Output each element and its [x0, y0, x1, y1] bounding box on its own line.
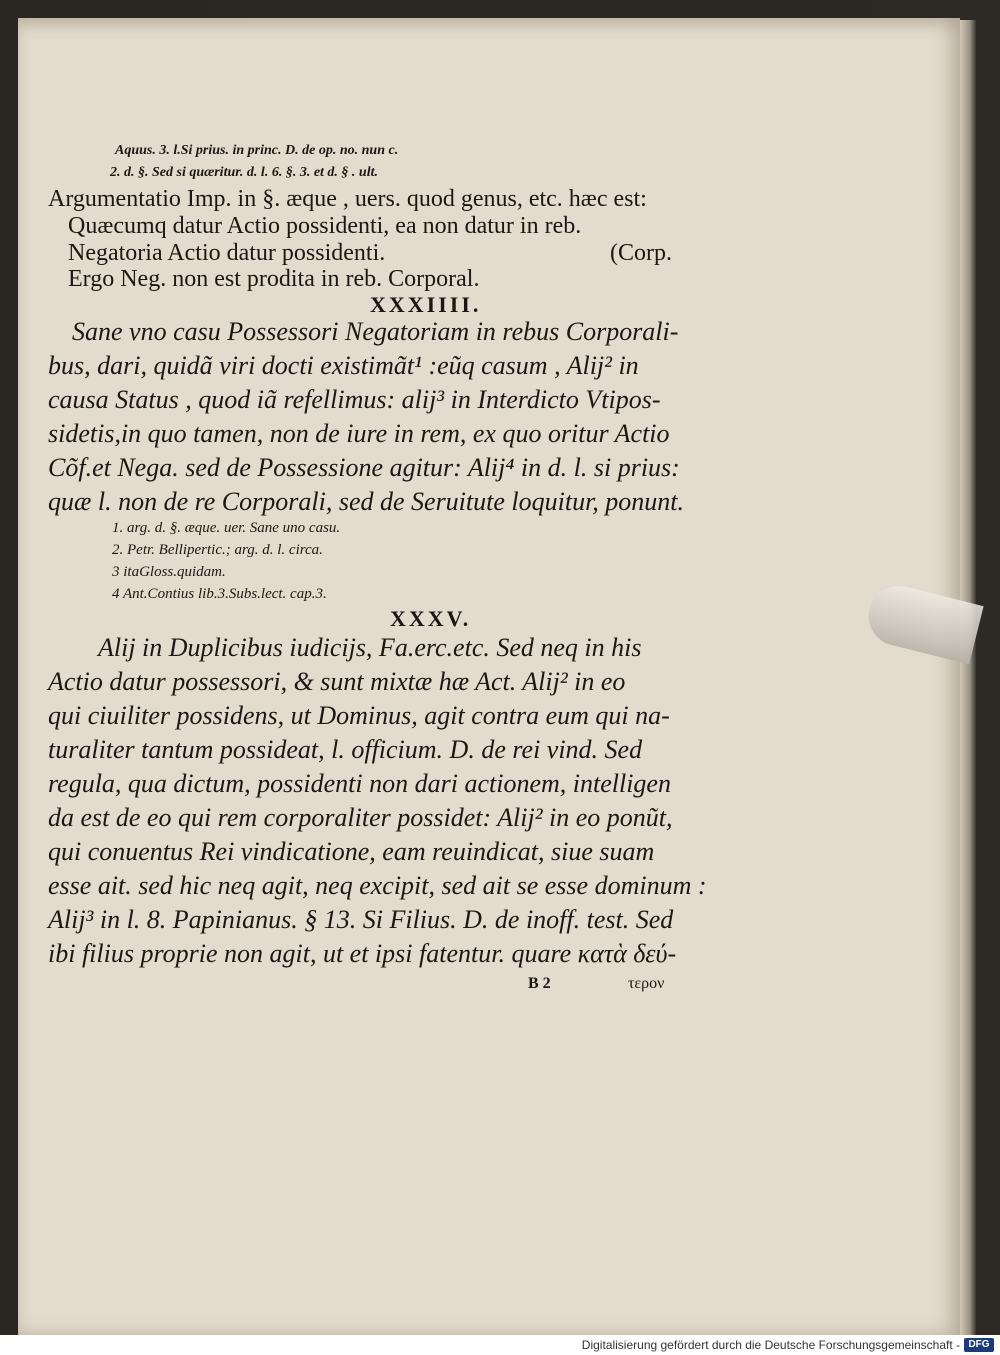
section-35-line-8: esse ait. sed hic neq agit, neq excipit, sed ait se esse dominum : — [48, 871, 707, 900]
top-footnote-2: 2. d. §. Sed si quæritur. d. l. 6. §. 3. et d. § . ult. — [110, 165, 378, 180]
section-34-footnote-4: 4 Ant.Contius lib.3.Subs.lect. cap.3. — [112, 586, 327, 602]
section-34-line-3: causa Status , quod iã refellimus: alij³ in Interdicto Vtipos- — [48, 385, 661, 414]
section-35-line-5: regula, qua dictum, possidenti non dari actionem, intelligen — [48, 769, 671, 798]
section-35-line-7: qui conuentus Rei vindicatione, eam reuindicat, siue suam — [48, 837, 655, 866]
argument-line-2: Quæcumq datur Actio possidenti, ea non datur in reb. — [68, 213, 582, 239]
section-35-line-4: turaliter tantum possideat, l. officium. D. de rei vind. Sed — [48, 735, 643, 764]
argument-line-3: Negatoria Actio datur possidenti. — [68, 240, 386, 266]
digitization-footer — [0, 1335, 1000, 1355]
section-35-line-1: Alij in Duplicibus iudicijs, Fa.erc.etc. Sed neq in his — [98, 633, 642, 662]
section-35-line-3: qui ciuiliter possidens, ut Dominus, agit contra eum qui na- — [48, 701, 670, 730]
dfg-logo-icon: DFG — [964, 1338, 994, 1352]
section-heading-35: XXXV. — [390, 606, 472, 631]
section-35-line-2: Actio datur possessori, & sunt mixtæ hæ Act. Alij² in eo — [48, 667, 626, 696]
section-34-footnote-1: 1. arg. d. §. æque. uer. Sane uno casu. — [112, 520, 341, 536]
section-34-line-4: sidetis,in quo tamen, non de iure in rem, ex quo oritur Actio — [48, 419, 670, 448]
argument-line-1: Argumentatio Imp. in §. æque , uers. quod genus, etc. hæc est: — [48, 186, 647, 212]
section-34-footnote-2: 2. Petr. Bellipertic.; arg. d. l. circa. — [112, 542, 323, 558]
argument-line-4: Ergo Neg. non est prodita in reb. Corporal. — [68, 266, 480, 292]
section-34-line-6: quæ l. non de re Corporali, sed de Seruitute loquitur, ponunt. — [48, 487, 685, 516]
argument-line-3b: (Corp. — [610, 240, 672, 266]
signature-mark: B 2 — [528, 975, 551, 992]
section-35-line-10: ibi filius proprie non agit, ut et ipsi fatentur. quare κατὰ δεύ- — [48, 939, 677, 968]
catchword: τερον — [628, 975, 665, 992]
section-34-line-5: Cõf.et Nega. sed de Possessione agitur: Alij⁴ in d. l. si prius: — [48, 453, 680, 482]
page-edge — [960, 20, 976, 1335]
section-35-line-9: Alij³ in l. 8. Papinianus. § 13. Si Filius. D. de inoff. test. Sed — [48, 905, 674, 934]
section-34-line-1: Sane vno casu Possessori Negatoriam in rebus Corporali- — [72, 317, 679, 346]
section-34-footnote-3: 3 itaGloss.quidam. — [112, 564, 226, 580]
section-34-line-2: bus, dari, quidã viri docti existimãt¹ :eũq casum , Alij² in — [48, 351, 639, 380]
top-footnote-1: Aquus. 3. l.Si prius. in princ. D. de op. no. nun c. — [115, 143, 399, 158]
footer-credit-text: Digitalisierung gefördert durch die Deutsche Forschungsgemeinschaft - — [581, 1338, 960, 1352]
section-heading-34: XXXIIII. — [370, 292, 482, 317]
section-35-line-6: da est de eo qui rem corporaliter possidet: Alij² in eo ponũt, — [48, 803, 673, 832]
